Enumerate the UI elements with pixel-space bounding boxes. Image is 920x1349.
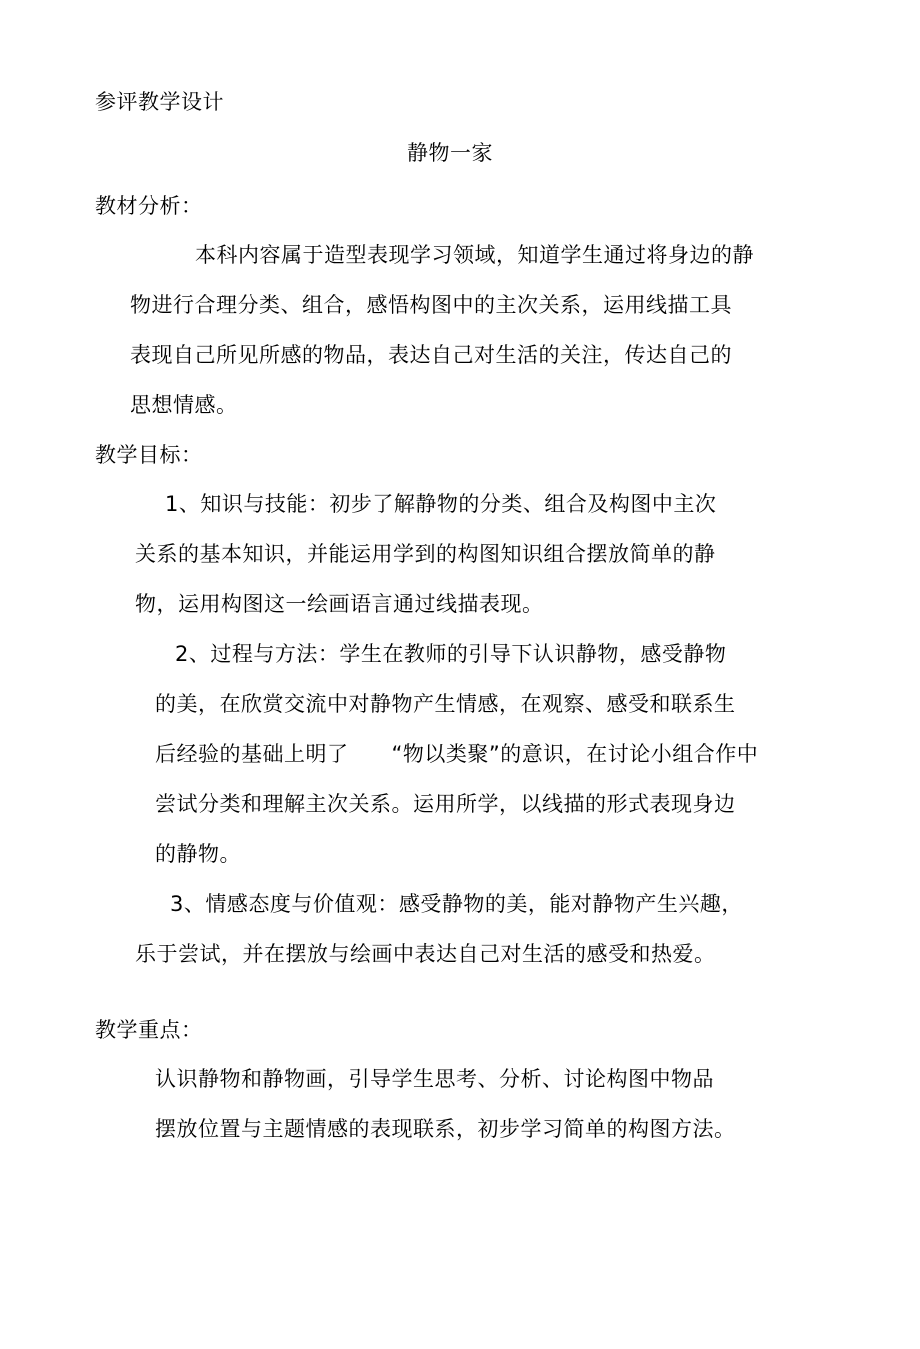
paragraph-line: 3、情感态度与价值观：感受静物的美，能对静物产生兴趣，	[170, 892, 743, 916]
document-body	[95, 92, 795, 1169]
paragraph-line: 物进行合理分类、组合，感悟构图中的主次关系，运用线描工具	[130, 293, 732, 317]
paragraph-line: 表现自己所见所感的物品，表达自己对生活的关注，传达自己的	[130, 343, 732, 367]
paragraph-line: 的美，在欣赏交流中对静物产生情感，在观察、感受和联系生	[155, 692, 736, 716]
paragraph-knowledge-skills	[95, 494, 795, 615]
paragraph-line: 物，运用构图这一绘画语言通过线描表现。	[135, 592, 544, 616]
paragraph-line: 认识静物和静物画，引导学生思考、分析、讨论构图中物品	[155, 1067, 714, 1091]
section-label-teaching-material-analysis: 教材分析：	[95, 194, 203, 218]
paragraph-attitude-values	[95, 894, 795, 965]
paragraph-line: 本科内容属于造型表现学习领域，知道学生通过将身边的静	[195, 243, 754, 267]
paragraph-line: 2、过程与方法：学生在教师的引导下认识静物，感受静物	[175, 642, 727, 666]
paragraph-line: 摆放位置与主题情感的表现联系，初步学习简单的构图方法。	[155, 1117, 736, 1141]
document-header: 参评教学设计	[95, 90, 224, 114]
section-label-teaching-objectives: 教学目标：	[95, 443, 203, 467]
paragraph-line: 关系的基本知识，并能运用学到的构图知识组合摆放简单的静	[135, 542, 716, 566]
document-title: 静物一家	[407, 141, 493, 165]
section-spacer	[95, 994, 795, 1020]
paragraph-process-methods	[95, 644, 795, 865]
paragraph-line: 1、知识与技能：初步了解静物的分类、组合及构图中主次	[165, 492, 717, 516]
paragraph-line: 乐于尝试，并在摆放与绘画中表达自己对生活的感受和热爱。	[135, 942, 716, 966]
paragraph-line: 尝试分类和理解主次关系。运用所学，以线描的形式表现身边	[155, 792, 736, 816]
paragraph-line: 的静物。	[155, 842, 241, 866]
paragraph-line: 后经验的基础上明了 “物以类聚”的意识，在讨论小组合作中	[155, 742, 759, 766]
paragraph-line: 思想情感。	[130, 393, 238, 417]
section-label-teaching-focus: 教学重点：	[95, 1018, 203, 1042]
paragraph-material-analysis	[95, 245, 795, 416]
paragraph-teaching-focus	[95, 1069, 795, 1140]
